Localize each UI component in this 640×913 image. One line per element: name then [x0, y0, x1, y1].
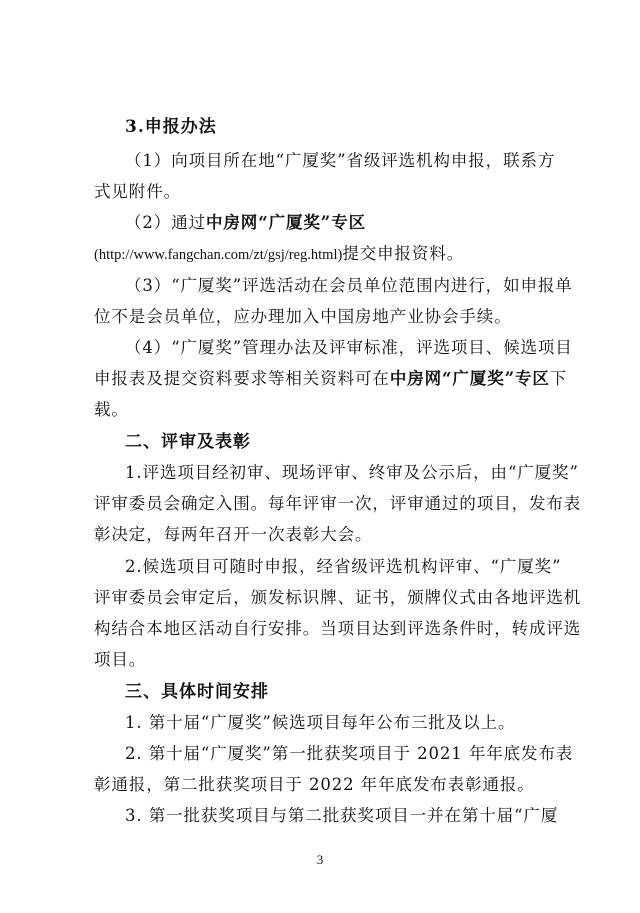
item2-url: (http://www.fangchan.com/zt/gsj/reg.html): [94, 247, 343, 263]
p33-line1: 3. 第一批获奖项目与第二批获奖项目一并在第十届“广厦: [125, 806, 559, 825]
p22-line2: 评审委员会审定后，颁发标识牌、证书，颁牌仪式由各地评选机: [94, 588, 582, 607]
item1-line1: （1）向项目所在地“广厦奖”省级评选机构申报，联系方: [125, 151, 556, 170]
p21-line3: 彰决定，每两年召开一次表彰大会。: [94, 525, 373, 544]
item3-line1: （3）“广厦奖”评选活动在会员单位范围内进行，如申报单: [125, 276, 573, 295]
item4-line2-pre: 申报表及提交资料要求等相关资料可在: [94, 369, 390, 388]
item2-prefix: （2）通过: [125, 213, 206, 232]
p22-line3: 构结合本地区活动自行安排。当项目达到评选条件时，转成评选: [94, 619, 582, 638]
item2-line1: [125, 213, 550, 233]
section-heading-apply-method: 3.申报办法: [125, 117, 217, 137]
p22-line1: 2.候选项目可随时申报，经省级评选机构评审、“广厦奖”: [125, 557, 562, 576]
item1-line2: 式见附件。: [94, 182, 181, 201]
p22-line4: 项目。: [94, 650, 147, 669]
item4-line1: （4）“广厦奖”管理办法及评审标准，评选项目、候选项目: [125, 338, 573, 357]
p21-line1: 1.评选项目经初审、现场评审、终审及公示后，由“广厦奖”: [125, 463, 579, 482]
item4-line2: [94, 369, 568, 389]
page-number: 3: [316, 852, 324, 867]
section-heading-review: 二、评审及表彰: [125, 432, 251, 452]
item4-line3: 载。: [94, 400, 129, 419]
p32-line2: 彰通报，第二批获奖项目于 2022 年年底发布表彰通报。: [94, 775, 535, 794]
item2-bold-zone: 中房网“广厦奖”专区: [206, 213, 366, 232]
item4-line2-bold-zone: 中房网“广厦奖”专区: [389, 369, 550, 388]
p31-line1: 1. 第十届“广厦奖”候选项目每年公布三批及以上。: [125, 713, 516, 732]
item4-line2-post: 下: [549, 369, 568, 388]
p21-line2: 评审委员会确定入围。每年评审一次，评审通过的项目，发布表: [94, 494, 582, 513]
item2-line2: [94, 244, 550, 265]
p32-line1: 2. 第十届“广厦奖”第一批获奖项目于 2021 年年底发布表: [125, 744, 574, 763]
section-heading-schedule: 三、具体时间安排: [125, 682, 269, 702]
item3-line2: 位不是会员单位，应办理加入中国房地产业协会手续。: [94, 307, 512, 326]
item2-suffix: 提交申报资料。: [342, 244, 465, 263]
